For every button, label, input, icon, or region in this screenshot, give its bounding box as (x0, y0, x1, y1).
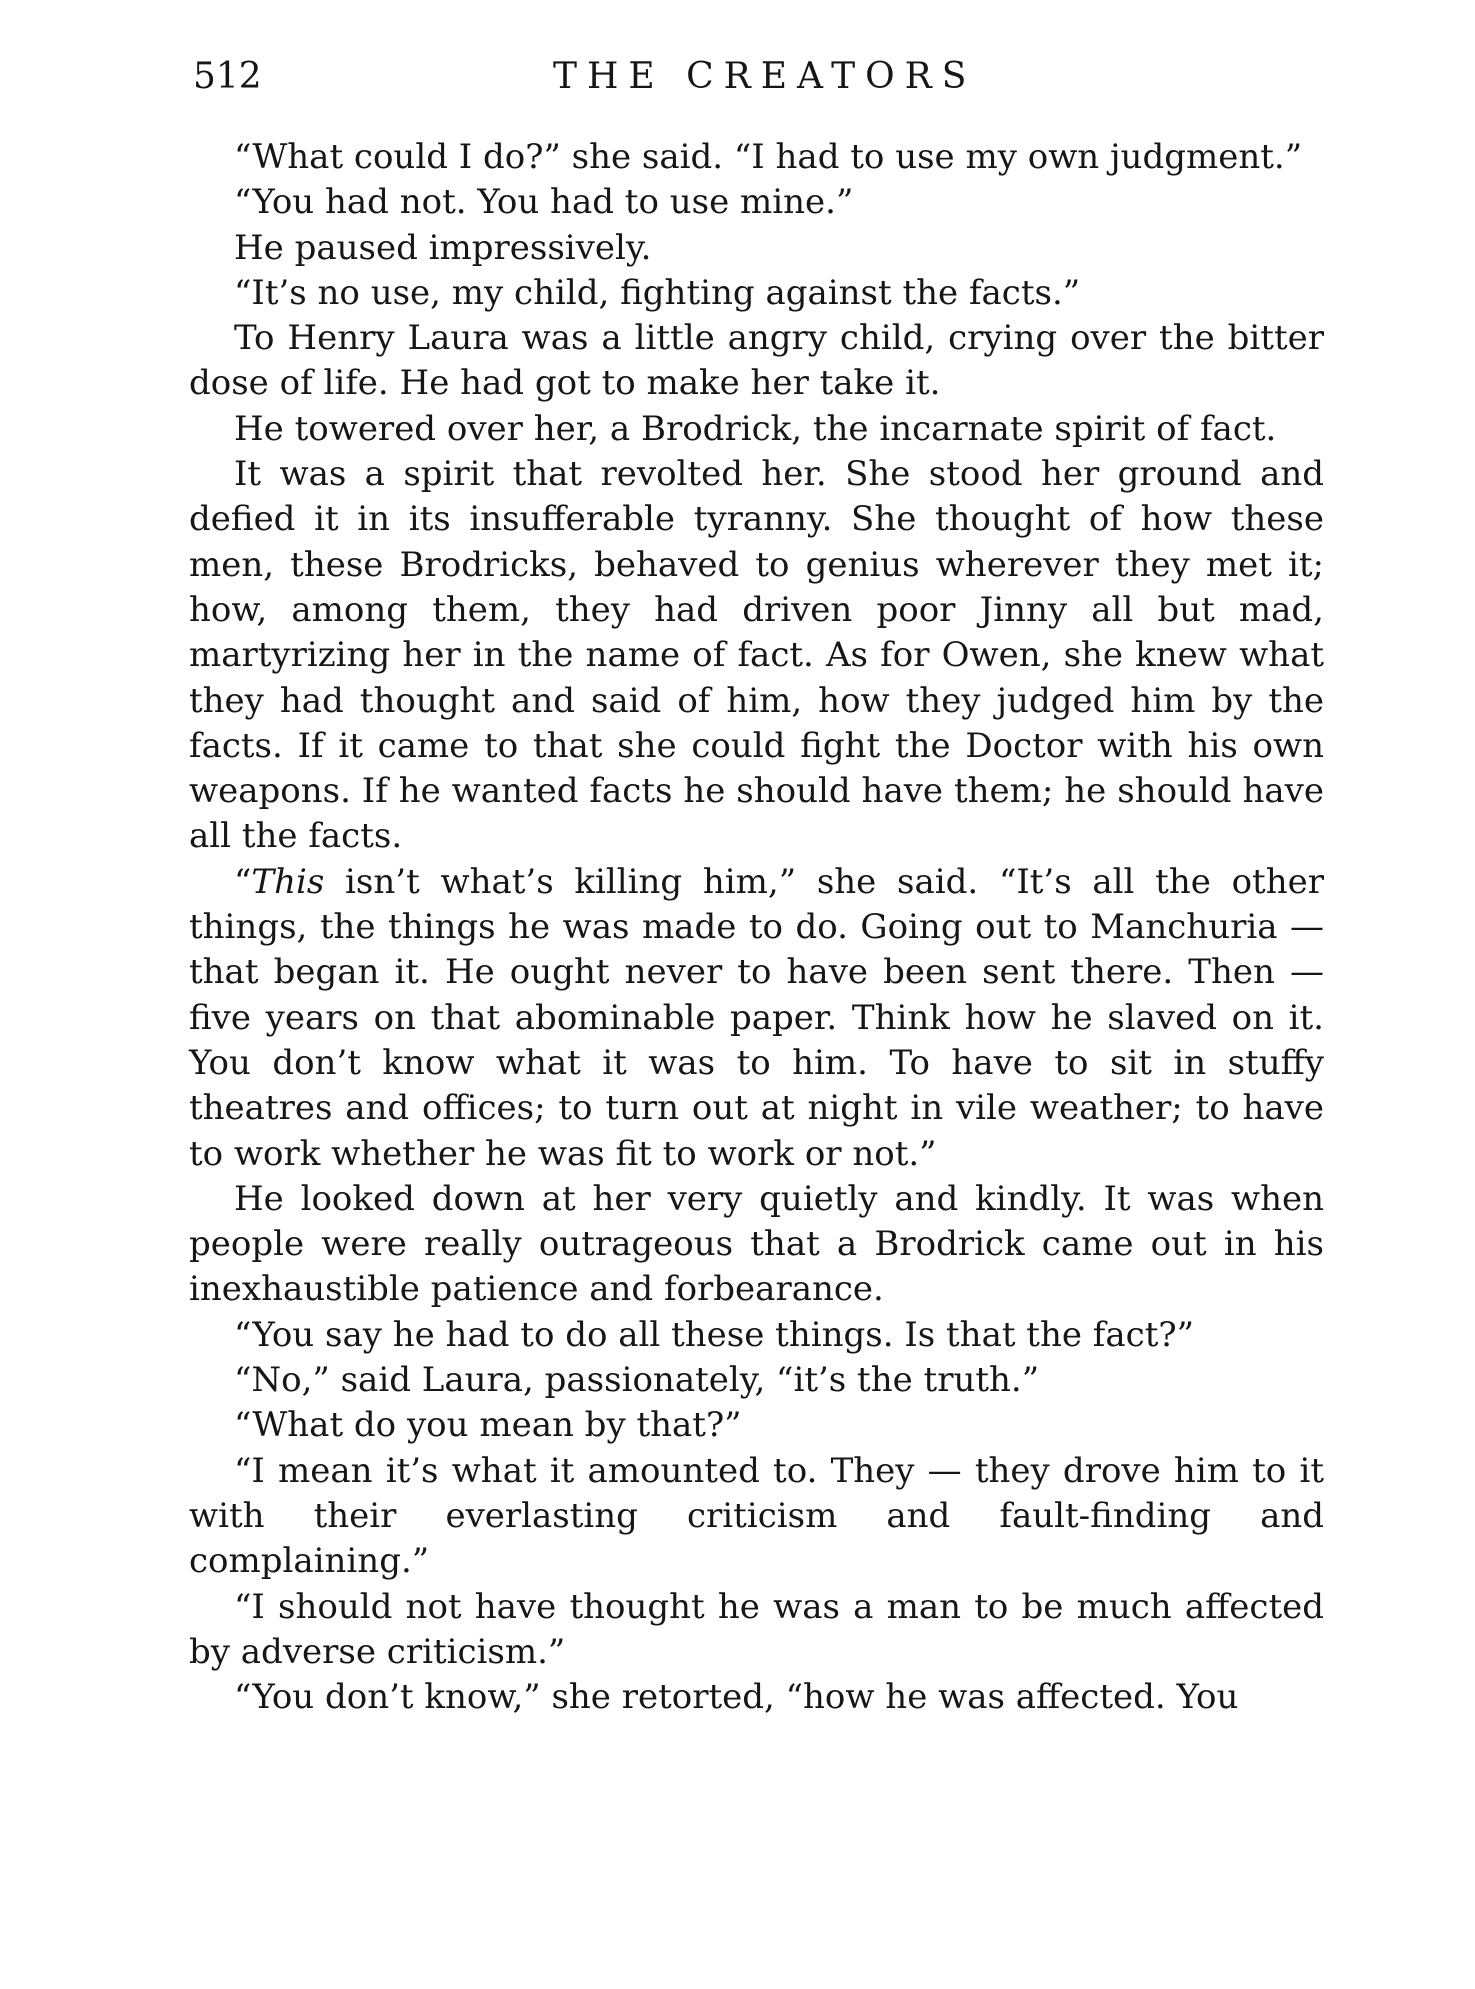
paragraph: To Henry Laura was a little angry child, crying over the bitter dose of life. He had got to make her take it. (189, 318, 1324, 404)
paragraph: “This isn’t what’s killing him,” she said. “It’s all the other things, the things he was made to do. Going out to Manchuria — that began it. He ought never to have been sent there. Then — five years on that abominable paper. Think how he slaved on it. You don’t know what it was to him. To have to sit in stuffy theatres and offices; to turn out at night in vile weather; to have to work whether he was fit to work or not.” (189, 861, 1324, 1174)
paragraph: “No,” said Laura, passionately, “it’s the truth.” (234, 1360, 1040, 1401)
body-text (189, 135, 1324, 1720)
italic-emphasis: This (251, 861, 325, 902)
paragraph: “You don’t know,” she retorted, “how he was affected. You (234, 1677, 1239, 1718)
page-header (193, 52, 1323, 102)
paragraph: “I mean it’s what it amounted to. They — they drove him to it with their everlasting criticism and fault-finding and complaining.” (189, 1450, 1324, 1582)
paragraph: “You had not. You had to use mine.” (234, 182, 854, 223)
paragraph: “What do you mean by that?” (234, 1405, 742, 1446)
paragraph: “What could I do?” she said. “I had to use my own judgment.” (234, 137, 1303, 177)
paragraph: “It’s no use, my child, fighting against the facts.” (234, 272, 1081, 313)
paragraph: “You say he had to do all these things. Is that the fact?” (234, 1314, 1194, 1355)
paragraph: He towered over her, a Brodrick, the incarnate spirit of fact. (234, 408, 1277, 449)
paragraph: “I should not have thought he was a man to be much affected by adverse criticism.” (189, 1586, 1324, 1672)
running-head: THE CREATORS (553, 56, 977, 97)
paragraph: It was a spirit that revolted her. She stood her ground and defied it in its insufferable tyranny. She thought of how these men, these Brodricks, behaved to genius wherever they met it; how, among them, they had driven poor Jinny all but mad, martyrizing her in the name of fact. As for Owen, she knew what they had thought and said of him, how they judged him by the facts. If it came to that she could fight the Doctor with his own weapons. If he wanted facts he should have them; he should have all the facts. (189, 454, 1324, 857)
paragraph: He looked down at her very quietly and kindly. It was when people were really outrageous that a Brodrick came out in his inexhaustible patience and forbearance. (189, 1178, 1324, 1310)
paragraph: He paused impressively. (234, 227, 652, 268)
page-number: 512 (193, 56, 262, 97)
